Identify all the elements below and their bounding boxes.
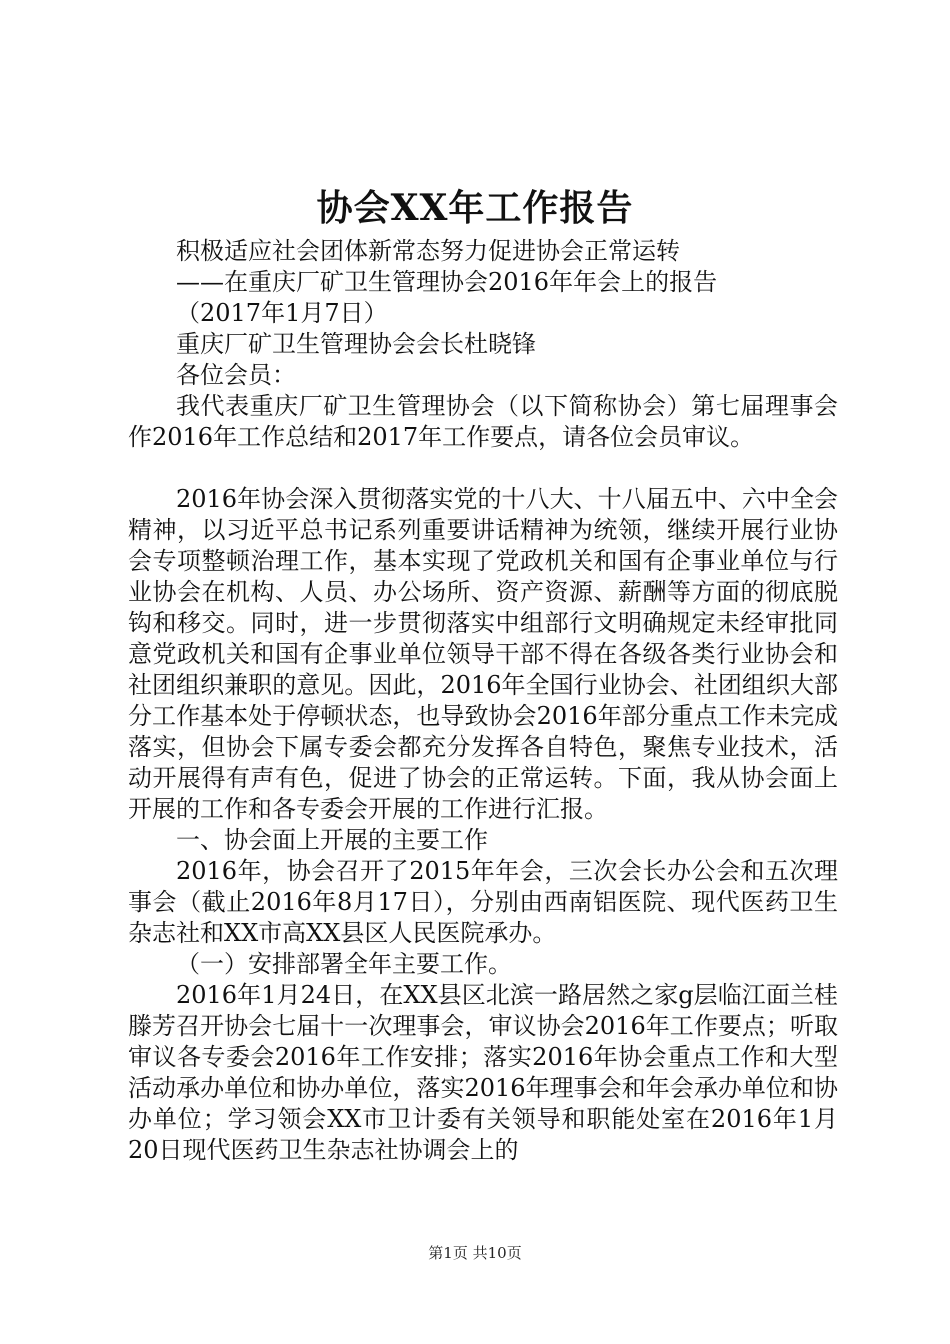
section-heading: 一、协会面上开展的主要工作 (176, 826, 488, 854)
document-title: 协会XX年工作报告 (316, 187, 634, 229)
body-paragraph: 我代表重庆厂矿卫生管理协会（以下简称协会）第七届理事会作2016年工作总结和2017年工作要点，请各位会员审议。 (128, 392, 838, 451)
paragraph-gap (128, 453, 838, 484)
salutation: 各位会员： (176, 361, 296, 389)
page-footer: 第1页 共10页 (428, 1244, 522, 1262)
report-date: （2017年1月7日） (176, 299, 388, 327)
body-paragraph: 2016年协会深入贯彻落实党的十八大、十八届五中、六中全会精神，以习近平总书记系列重要讲话精神为统领，继续开展行业协会专项整顿治理工作，基本实现了党政机关和国有企事业单位与行业协会在机构、人员、办公场所、资产资源、薪酬等方面的彻底脱钩和移交。同时，进一步贯彻落实中组部行文明确规定未经审批同意党政机关和国有企事业单位领导干部不得在各级各类行业协会和社团组织兼职的意见。因此，2016年全国行业协会、社团组织大部分工作基本处于停顿状态，也导致协会2016年部分重点工作未完成落实，但协会下属专委会都充分发挥各自特色，聚焦专业技术，活动开展得有声有色，促进了协会的正常运转。下面，我从协会面上开展的工作和各专委会开展的工作进行汇报。 (128, 485, 838, 823)
subsection-heading: （一）安排部署全年主要工作。 (176, 950, 512, 978)
body-paragraph: 2016年1月24日，在XX县区北滨一路居然之家g层临江面兰桂滕芳召开协会七届十一次理事会，审议协会2016年工作要点；听取审议各专委会2016年工作安排；落实2016年协会重点工作和大型活动承办单位和协办单位，落实2016年理事会和年会承办单位和协办单位；学习领会XX市卫计委有关领导和职能处室在2016年1月20日现代医药卫生杂志社协调会上的 (128, 981, 838, 1164)
report-occasion: ——在重庆厂矿卫生管理协会2016年年会上的报告 (176, 268, 718, 296)
report-author: 重庆厂矿卫生管理协会会长杜晓锋 (176, 330, 536, 358)
body-paragraph: 2016年，协会召开了2015年年会，三次会长办公会和五次理事会（截止2016年8月17日），分别由西南铝医院、现代医药卫生杂志社和XX市高XX县区人民医院承办。 (128, 857, 838, 947)
report-subtitle: 积极适应社会团体新常态努力促进协会正常运转 (176, 237, 680, 265)
document-body (128, 236, 838, 1166)
